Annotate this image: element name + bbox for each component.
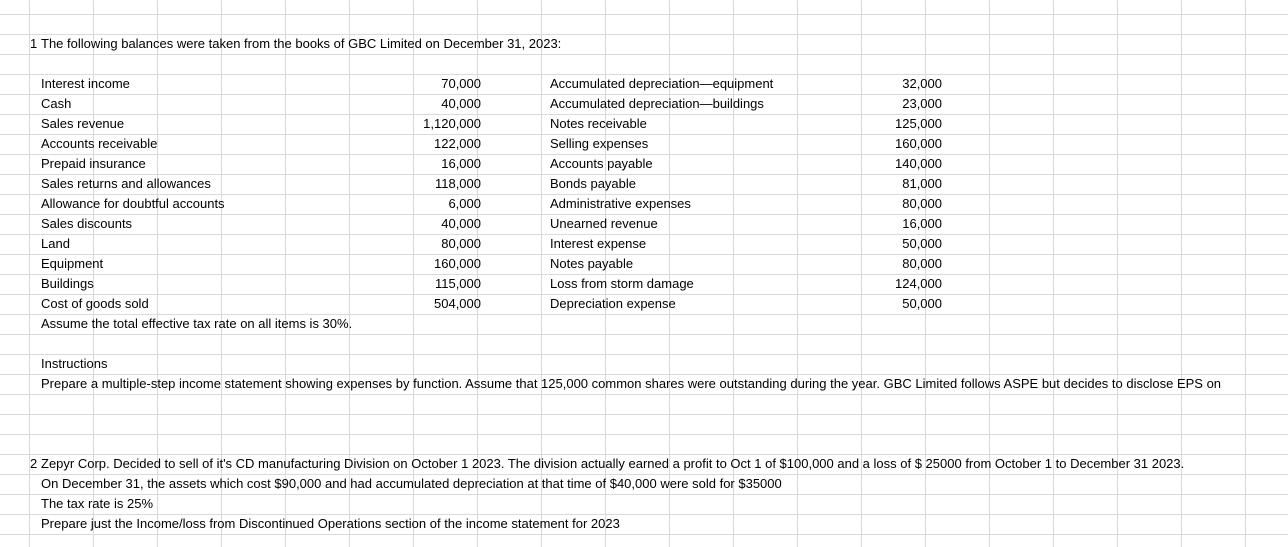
balance-value[interactable]: 125,000 bbox=[895, 116, 942, 131]
balance-value[interactable]: 124,000 bbox=[895, 276, 942, 291]
balance-label[interactable]: Interest income bbox=[41, 76, 130, 91]
balance-label[interactable]: Buildings bbox=[41, 276, 94, 291]
balance-value[interactable]: 160,000 bbox=[895, 136, 942, 151]
balance-label[interactable]: Allowance for doubtful accounts bbox=[41, 196, 225, 211]
balance-value[interactable]: 23,000 bbox=[902, 96, 942, 111]
balance-value[interactable]: 32,000 bbox=[902, 76, 942, 91]
balance-value[interactable]: 6,000 bbox=[448, 196, 481, 211]
balance-label[interactable]: Prepaid insurance bbox=[41, 156, 146, 171]
balance-label[interactable]: Accumulated depreciation—equipment bbox=[550, 76, 774, 91]
balance-label[interactable]: Sales revenue bbox=[41, 116, 125, 131]
balance-value[interactable]: 81,000 bbox=[902, 176, 942, 191]
balance-value[interactable]: 16,000 bbox=[441, 156, 481, 171]
balance-value[interactable]: 40,000 bbox=[441, 96, 481, 111]
balance-value[interactable]: 1,120,000 bbox=[423, 116, 481, 131]
balance-label[interactable]: Bonds payable bbox=[550, 176, 637, 191]
balance-label[interactable]: Sales discounts bbox=[41, 216, 133, 231]
balance-label[interactable]: Accounts payable bbox=[550, 156, 653, 171]
balance-value[interactable]: 80,000 bbox=[441, 236, 481, 251]
balance-label[interactable]: Sales returns and allowances bbox=[41, 176, 211, 191]
question-1-intro[interactable]: The following balances were taken from the books of GBC Limited on December 31, 2023: bbox=[41, 36, 562, 51]
question-2-line-1[interactable]: Zepyr Corp. Decided to sell of it's CD manufacturing Division on October 1 2023. The division actually earned a profit to Oct 1 of $100,000 and a loss of $ 25000 from October 1 to December 31 2023. bbox=[41, 456, 1185, 471]
balance-label[interactable]: Unearned revenue bbox=[550, 216, 658, 231]
balance-label[interactable]: Interest expense bbox=[550, 236, 647, 251]
balance-value[interactable]: 160,000 bbox=[434, 256, 481, 271]
instructions-heading[interactable]: Instructions bbox=[41, 356, 108, 371]
balance-label[interactable]: Cost of goods sold bbox=[41, 296, 149, 311]
balance-label[interactable]: Equipment bbox=[41, 256, 104, 271]
balance-label[interactable]: Notes receivable bbox=[550, 116, 647, 131]
balance-label[interactable]: Administrative expenses bbox=[550, 196, 691, 211]
balance-value[interactable]: 504,000 bbox=[434, 296, 481, 311]
balance-value[interactable]: 80,000 bbox=[902, 196, 942, 211]
question-2-number[interactable]: 2 bbox=[30, 456, 38, 471]
question-1-number[interactable]: 1 bbox=[30, 36, 38, 51]
balance-value[interactable]: 50,000 bbox=[902, 296, 942, 311]
balance-label[interactable]: Land bbox=[41, 236, 70, 251]
balance-value[interactable]: 140,000 bbox=[895, 156, 942, 171]
balance-value[interactable]: 70,000 bbox=[441, 76, 481, 91]
balance-value[interactable]: 122,000 bbox=[434, 136, 481, 151]
question-2-line-2[interactable]: On December 31, the assets which cost $90,000 and had accumulated depreciation at that time of $40,000 were sold for $35000 bbox=[41, 476, 782, 491]
balance-value[interactable]: 118,000 bbox=[434, 176, 481, 191]
question-2-line-3[interactable]: The tax rate is 25% bbox=[41, 496, 153, 511]
balance-label[interactable]: Cash bbox=[41, 96, 72, 111]
balance-value[interactable]: 16,000 bbox=[902, 216, 942, 231]
balance-label[interactable]: Loss from storm damage bbox=[550, 276, 694, 291]
balance-label[interactable]: Depreciation expense bbox=[550, 296, 676, 311]
balance-value[interactable]: 80,000 bbox=[902, 256, 942, 271]
balance-label[interactable]: Accounts receivable bbox=[41, 136, 158, 151]
balance-label[interactable]: Notes payable bbox=[550, 256, 634, 271]
balance-value[interactable]: 50,000 bbox=[902, 236, 942, 251]
balance-value[interactable]: 40,000 bbox=[441, 216, 481, 231]
balance-label[interactable]: Accumulated depreciation—buildings bbox=[550, 96, 764, 111]
question-2-line-4[interactable]: Prepare just the Income/loss from Discontinued Operations section of the income statement for 2023 bbox=[41, 516, 620, 531]
balance-label[interactable]: Selling expenses bbox=[550, 136, 649, 151]
tax-rate-note[interactable]: Assume the total effective tax rate on all items is 30%. bbox=[41, 316, 353, 331]
instructions-text[interactable]: Prepare a multiple-step income statement showing expenses by function. Assume that 125,000 common shares were outstanding during the year. GBC Limited follows ASPE but decides to disclose EPS on bbox=[41, 376, 1222, 391]
balance-value[interactable]: 115,000 bbox=[434, 276, 481, 291]
